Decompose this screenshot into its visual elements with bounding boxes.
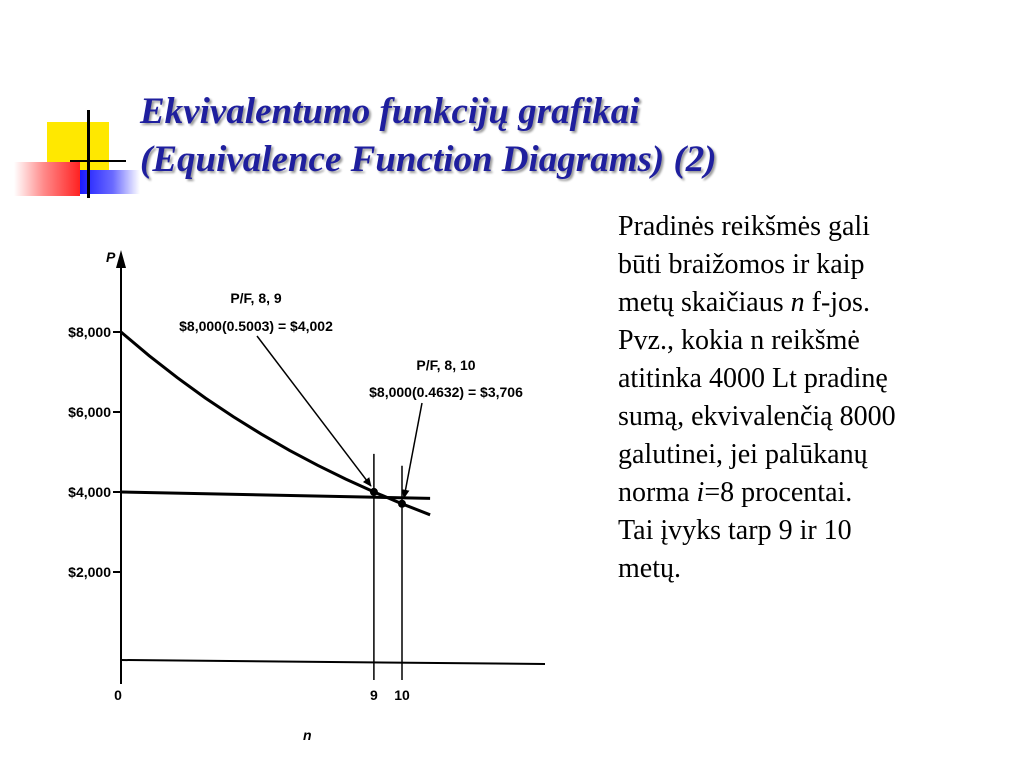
y-tick-2000 [68, 564, 121, 580]
y-tick-6000 [68, 404, 121, 420]
y-tick-8000 [68, 324, 121, 340]
text-line-2: būti braižomos ir kaip [618, 249, 865, 280]
y-tick-4000 [68, 484, 121, 500]
text-line-8 [618, 474, 1018, 512]
y-axis-label: P [106, 249, 116, 265]
text-line-8a: norma [618, 477, 697, 508]
text-line-6: sumą, ekvivalenčią 8000 [618, 401, 896, 432]
text-var-n: n [790, 287, 805, 318]
annotation-n10-calc: $8,000(0.4632) = $3,706 [369, 384, 523, 400]
text-line-3 [618, 284, 1018, 322]
text-line-5: atitinka 4000 Lt pradinę [618, 363, 888, 394]
y-tick-label-4000: $4,000 [68, 484, 111, 500]
slide-title-line1: Ekvivalentumo funkcijų grafikai [140, 91, 640, 132]
annotation-n9-factor: P/F, 8, 9 [230, 290, 282, 306]
text-line-8c: =8 procentai. [704, 477, 853, 508]
annotation-n10-factor: P/F, 8, 10 [416, 357, 476, 373]
point-n10 [398, 500, 406, 508]
x-tick-label-0: 0 [114, 687, 122, 703]
y-tick-label-6000: $6,000 [68, 404, 111, 420]
annotation-n10 [369, 357, 523, 498]
text-line-7: galutinei, jei palūkanų [618, 439, 868, 470]
text-line-3a: metų skaičiaus [618, 287, 791, 318]
text-var-i: i [696, 477, 705, 508]
x-tick-label-10: 10 [394, 687, 410, 703]
x-axis-label: n [303, 727, 312, 743]
text-line-1: Pradinės reikšmės gali [618, 211, 870, 242]
annotation-n10-arrow [404, 403, 422, 498]
annotation-n9-calc: $8,000(0.5003) = $4,002 [179, 318, 333, 334]
text-line-9: Tai įvyks tarp 9 ir 10 [618, 515, 852, 546]
y-tick-label-8000: $8,000 [68, 324, 111, 340]
annotation-n9 [179, 290, 371, 486]
point-n9 [370, 488, 378, 496]
text-line-3c: f-jos. [804, 287, 870, 318]
text-line-4: Pvz., kokia n reikšmė [618, 325, 860, 356]
y-tick-label-2000: $2,000 [68, 564, 111, 580]
x-tick-label-9: 9 [370, 687, 378, 703]
x-axis [121, 660, 545, 664]
slide-title-line2: (Equivalence Function Diagrams) (2) [140, 139, 717, 180]
text-line-10: metų. [618, 553, 681, 584]
y-axis-arrow-icon [116, 250, 126, 268]
explanation-text [618, 208, 1018, 588]
